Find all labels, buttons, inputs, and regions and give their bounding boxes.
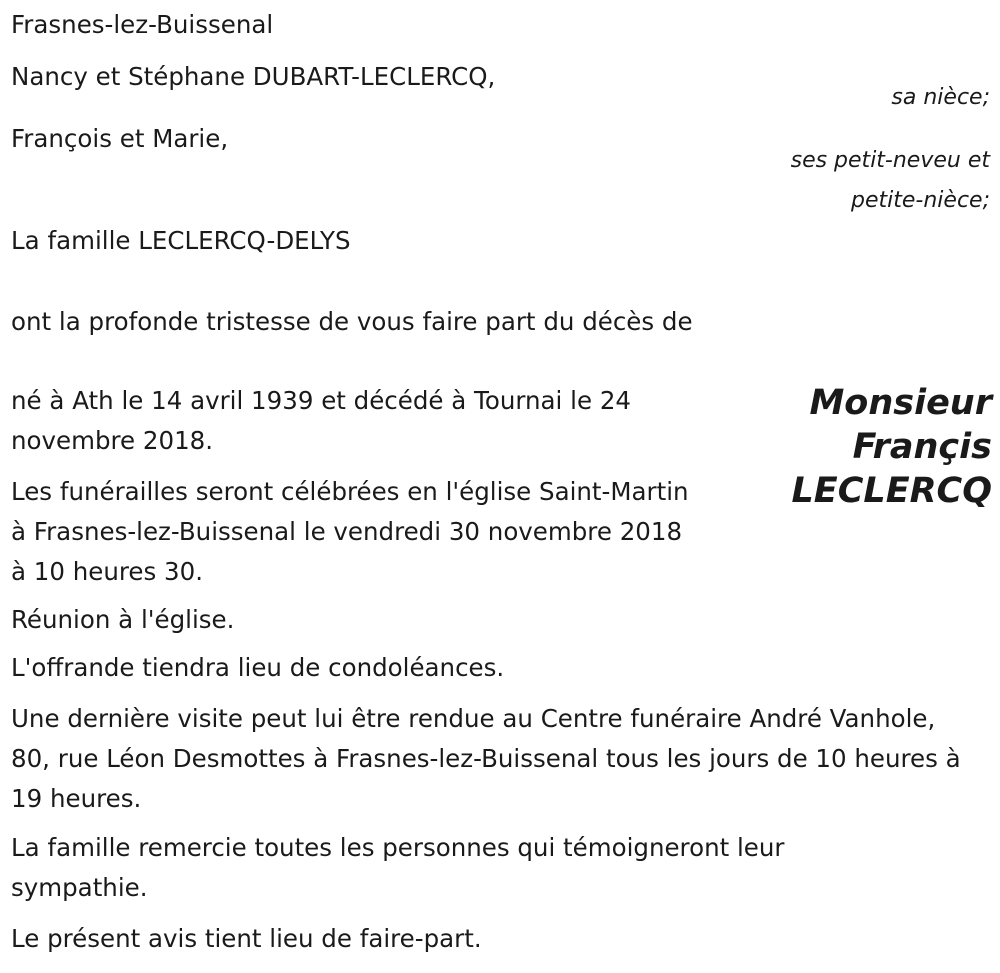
family-member-3-name: La famille LECLERCQ-DELYS	[11, 226, 351, 255]
deceased-last-name: LECLERCQ	[791, 471, 992, 511]
birth-death-paragraph: né à Ath le 14 avril 1939 et décédé à Tournai le 24 novembre 2018.	[11, 386, 631, 455]
family-member-1-name: Nancy et Stéphane DUBART-LECLERCQ,	[11, 62, 496, 91]
family-member-2-name: François et Marie,	[11, 124, 229, 153]
deceased-title: Monsieur	[809, 383, 992, 423]
notice-paragraph: Le présent avis tient lieu de faire-part.	[11, 924, 482, 953]
announcement: ont la profonde tristesse de vous faire part du décès de	[11, 307, 693, 336]
visit-paragraph: Une dernière visite peut lui être rendue au Centre funéraire André Vanhole, 80, rue Léon Desmottes à Frasnes-lez-Buissenal tous les jours de 10 heures à 19 heures.	[11, 704, 961, 813]
offering-paragraph: L'offrande tiendra lieu de condoléances.	[11, 653, 505, 682]
meeting-paragraph: Réunion à l'église.	[11, 605, 235, 634]
family-member-1-relation: sa nièce;	[891, 85, 990, 110]
deceased-name	[792, 381, 993, 513]
family-member-2-relation-line-1: ses petit-neveu et	[790, 148, 990, 173]
location: Frasnes-lez-Buissenal	[11, 10, 274, 39]
funeral-paragraph: Les funérailles seront célébrées en l'église Saint-Martin à Frasnes-lez-Buissenal le vendredi 30 novembre 2018 à 10 heures 30.	[11, 477, 689, 586]
family-member-2-relation-line-2: petite-nièce;	[851, 188, 990, 213]
thanks-paragraph: La famille remercie toutes les personnes qui témoigneront leur sympathie.	[11, 833, 785, 902]
deceased-first-name: Françis	[852, 427, 992, 467]
